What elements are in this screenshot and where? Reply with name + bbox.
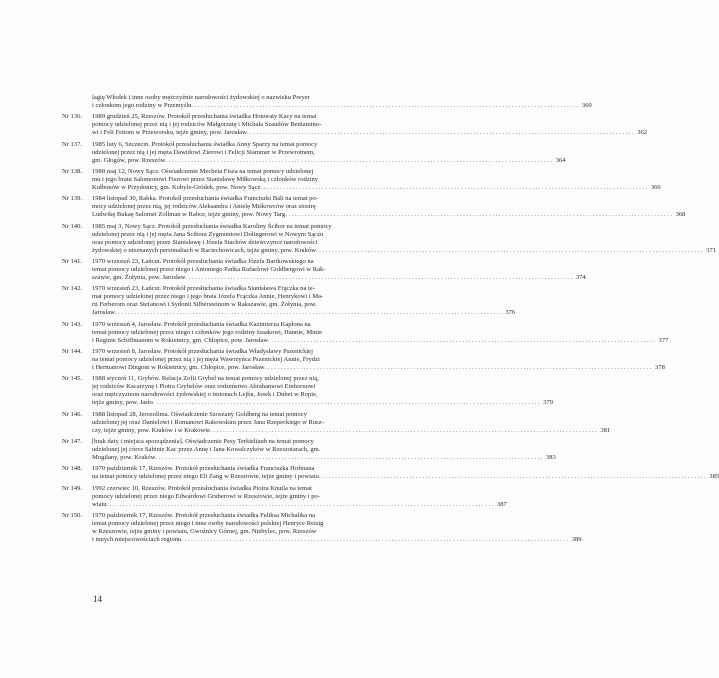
entry-number [62,94,92,110]
entry-line [92,536,582,544]
page-reference: 389 [571,536,582,544]
entry-line-text: jej rodziców Kacarzynę i Piotra Grybelów oraz rodzeństwo Abrahamowi Einhornowi [92,383,316,391]
entry-line [92,383,553,391]
entry-description [92,375,553,407]
entry-line [92,176,661,184]
entry-line-text: pomocy udzielonej przez nią i jej rodziców Małgorzatę i Michała Szaudów Beniamino- [92,121,322,129]
entry-line [92,419,610,427]
entry-line [92,528,582,536]
entry-line-text: mocy udzielonej przez nią, jej rodziców Aleksandra i Anielę Miśkowców oraz siostrę [92,203,316,211]
entry-line-text: na temat pomocy udzielonej przez nią i jej męża Wawrzyńca Pszenickiej Annie, Frydzi [92,356,320,364]
entry-line-text: udzielonej jej oraz Danielowi i Romanowi Rakowskim przez Jana Rzepeckiego w Rusz- [92,418,324,426]
leader-dots: ........................................................................................................................ [260,184,649,192]
leader-dots: ........................................................................................................................ [106,500,495,508]
entry-line-text: czy, tejże gminy, pow. Kraków i w Krakowie [92,426,210,434]
entry-line [92,239,716,247]
entry-number: Nr 139. [62,195,83,203]
entry-line-text: 1992 czerwiec 10, Rzeszów. Protokół przesłuchania świadka Piotra Knutla na temat [92,484,312,492]
entry-line [92,121,647,129]
entry-line [92,274,586,282]
entry-number: Nr 144. [62,348,83,355]
leader-dots: ........................................................................................................................ [191,102,580,110]
entry-description [92,285,515,317]
entry-description [92,113,647,137]
entry-description [92,485,507,509]
entry-line [92,520,582,528]
entry-description [92,94,592,110]
page-reference: 374 [575,274,586,282]
entry-line [92,94,592,102]
entry-line [92,141,566,149]
page-reference: 371 [706,246,717,254]
page-number: 14 [93,594,102,604]
leader-dots: ........................................................................................................................ [114,309,504,317]
leader-dots: ........................................................................................................................ [285,211,674,219]
entry-number: Nr 141. [62,257,83,265]
entry-line [92,337,668,345]
entry-number: Nr 143. [62,320,83,328]
entry-line-text: mu i jego bratu Salomonowi Fiszowi przez Stanisławę Miłkowską i członków rodziny [92,175,319,183]
page-reference: 362 [637,129,648,137]
page-reference: 377 [658,336,669,344]
entry-line [92,356,665,364]
entry-line [92,512,582,520]
entry-number: Nr 137. [62,140,83,148]
entry-line-text: 1970 wrzesień 8, Jarosław. Protokół przesłuchania świadka Władysławy Pszenickiej [92,348,313,355]
leader-dots: ........................................................................................................................ [268,336,657,344]
entry-line [92,223,716,231]
entry-line-text: Mogilany, pow. Kraków [92,454,156,462]
entry-line-text: w Rzeszowie, tejże gminy i powiatu, Gwoźnicy Górnej, gm. Niebylec, pow. Rzeszów [92,528,317,536]
toc-entry [92,94,592,110]
page-reference: 378 [655,364,665,372]
page-reference: 383 [545,454,556,462]
entry-description [92,168,661,192]
entry-line-text: szawie, gm. Żołynia, pow. Jarosław [92,274,186,282]
toc-entry [62,375,554,407]
leader-dots: ........................................................................................................................ [246,129,636,137]
entry-description [92,141,566,165]
entry-line [92,465,719,473]
entry-line-text: udzielonej jej córce Sabinie Kac przez Annę i Jana Kowalczyków w Rzeszotarach, gm. [92,446,321,454]
entry-number: Nr 150. [62,511,83,519]
entry-line-text: wiatu [92,500,107,508]
entry-line [92,102,592,110]
entry-line-text: lagię Włodek i inne osoby mężczyźnie narodowości żydowskiej o nazwisku Preyer [92,94,310,101]
page-reference: 368 [675,211,686,219]
toc-entry [62,195,686,219]
entry-line-text: oraz mężczyznom narodowości żydowskiej o imionach Lejba, Josek i Dubet w Ropie, [92,391,318,399]
entry-line [92,258,586,266]
entry-description [92,258,586,282]
entry-line [92,195,685,203]
entry-line-text: 1984 listopad 30, Rabka. Protokół przesłuchania świadka Franciszki Bali na temat po- [92,195,318,203]
entry-line [92,427,610,435]
toc-entry [62,113,648,137]
page-reference: 381 [600,426,611,434]
entry-line-text: pomocy udzielonej przez niego Edwardowi Gruberowi w Rzeszowie, tejże gminy i po- [92,492,320,500]
entry-line-text: 1988 maj 12, Nowy Sącz. Oświadczenie Mecheia Fisza na temat pomocy udzielonej [92,167,314,175]
entry-line [92,149,566,157]
entry-number: Nr 136. [62,113,83,121]
entry-line [92,203,685,211]
leader-dots: ........................................................................................................................ [165,156,554,164]
entry-line-text: rii Ferberom oraz Stefanowi i Sydonii Silbersteinom w Rakszawie, gm. Żołynia, pow. [92,301,317,309]
entry-line [92,184,661,192]
entry-line-text: 1970 wrzesień 23, Łańcut. Protokół przesłuchania świadka Stanisława Frączka na te- [92,285,315,293]
entry-description [92,411,610,435]
entry-line [92,446,556,454]
page-reference: 366 [650,184,661,192]
entry-description [92,321,668,345]
entry-line-text: udzielonej przez nią i jej męża Jana Ścibora Zygmuntowi Dolingerowi w Nowym Sączu [92,230,324,238]
entry-line-text: 1985 luty 6, Szczecin. Protokół przesłuchania świadka Anny Sparzy na temat pomocy [92,140,318,148]
leader-dots: ........................................................................................................................ [318,473,708,481]
entry-number: Nr 147. [62,438,83,446]
toc-entry [62,348,665,372]
entry-line-text: żydowskiej o nieznanych personaliach w Raciechowicach, tejże gminy, pow. Kraków [92,246,316,254]
leader-dots: ........................................................................................................................ [155,454,544,462]
leader-dots: ........................................................................................................................ [210,426,599,434]
leader-dots: ........................................................................................................................ [185,274,574,282]
entry-description [92,465,719,481]
entry-line-text: i Reginie Schiffmanom w Rokietnicy, gm. Chłopice, pow. Jarosław [92,336,269,344]
entry-line [92,364,665,372]
entry-line [92,301,515,309]
entry-number: Nr 148. [62,465,83,473]
toc-entry [62,438,556,462]
entry-line [92,113,647,121]
entry-line-text: Kołbonów w Przydonicy, gm. Kobyle-Gródek, pow. Nowy Sącz [92,184,261,192]
entry-line [92,129,647,137]
entry-line [92,454,556,462]
entry-line [92,473,719,481]
toc-entry [62,285,516,317]
table-of-contents [62,94,719,547]
entry-line [92,348,665,356]
entry-line-text: Jarosław [92,309,115,317]
page-reference: 364 [555,156,566,164]
entry-line [92,493,507,501]
entry-number: Nr 149. [62,484,83,492]
leader-dots: ........................................................................................................................ [181,536,570,544]
entry-line [92,285,515,293]
entry-number: Nr 140. [62,222,83,230]
toc-entry [62,465,719,481]
entry-line-text: udzielonej przez nią i jej męża Dawidowi Zierowi i Felicji Stammer w Przewrotnem, [92,148,315,156]
entry-line-text: temat pomocy udzielonej przez niego i Antoniego Pańka Rafaelowi Goldbergowi w Rak- [92,266,326,274]
entry-line [92,231,716,239]
toc-entry [62,140,566,165]
entry-line-text: wi i Feli Feitom w Przeworsku, tejże gminy, pow. Jarosław [92,129,247,137]
entry-line-text: Ludwikę Bukaę Salomei Zollman w Rabce, tejże gminy, pow. Nowy Targ [92,211,286,219]
entry-line [92,211,685,219]
entry-line-text: i innych miejscowościach regionu [92,536,182,544]
entry-line-text: 1970 wrzesień 4, Jarosław. Protokół przesłuchania świadka Kazimierza Kapłona na [92,320,311,328]
entry-number: Nr 138. [62,167,83,175]
toc-entry [62,257,586,282]
entry-line-text: oraz pomocy udzielonej przez Stanisławę i Józefa Stachów dziewczynce narodowości [92,238,318,246]
toc-entry [62,320,669,345]
entry-line-text: 1989 grudzień 25, Rzeszów. Protokół przesłuchania świadka Honoraty Kacy na temat [92,113,317,121]
entry-line-text: temat pomocy udzielonej przez niego i inne osoby narodowości polskiej Henryce Reisig [92,520,324,528]
page-reference: 360 [581,102,592,110]
entry-line-text: 1985 maj 3, Nowy Sącz. Protokół przesłuchania świadka Karoliny Ścibor na temat pomocy [92,222,332,230]
entry-number: Nr 142. [62,285,83,293]
entry-line [92,411,610,419]
entry-line [92,157,566,165]
entry-number: Nr 146. [62,410,83,418]
entry-line [92,375,553,383]
entry-line-text: 1970 październik 17, Rzeszów. Protokół przesłuchania świadka Feliksa Michalika na [92,511,316,519]
entry-line-text: i Hermanowi Dingom w Rokietnicy, gm. Chłopice, pow. Jarosław [92,364,265,372]
toc-entry [62,222,717,255]
entry-line-text: 1988 listopad 28, Jerozolima. Oświadczenie Szoszany Goldberg na temat pomocy [92,410,307,418]
leader-dots: ........................................................................................................................ [264,364,654,372]
entry-line [92,485,507,493]
toc-entry [62,167,661,192]
entry-description [92,195,685,219]
entry-line [92,247,716,255]
leader-dots: ........................................................................................................................ [152,399,542,407]
leader-dots: ........................................................................................................................ [315,246,705,254]
entry-line [92,293,515,301]
entry-line-text: 1988 styczeń 11, Grybów. Relacja Zofii Grybel na temat pomocy udzielonej przez nią, [92,375,319,383]
entry-line-text: 1970 październik 17, Rzeszów. Protokół przesłuchania świadka Franciszka Hofmana [92,465,315,473]
entry-line [92,438,556,446]
page-reference: 379 [543,399,554,407]
entry-line-text: [brak daty i miejsca sporządzenia]. Oświadczenie Pesy Terkieltaub na temat pomocy [92,438,314,446]
entry-line-text: 1970 wrzesień 23, Łańcut. Protokół przesłuchania świadka Józefa Bartkowskiego na [92,257,314,265]
entry-description [92,223,716,255]
entry-line-text: mat pomocy udzielonej przez niego i jego brata Józefa Frączka Annie, Henrykowi i Ma- [92,293,324,301]
entry-line [92,399,553,407]
entry-line-text: temat pomocy udzielonej przez niego i członków jego rodziny Izaakowi, Hannie, Minie [92,328,322,336]
entry-description [92,348,665,372]
page-reference: 387 [496,500,507,508]
page-reference: 385 [709,473,719,481]
toc-entry [62,484,507,509]
entry-line-text: gm. Głogów, pow. Rzeszów [92,156,166,164]
entry-description [92,438,556,462]
entry-description [92,512,582,544]
entry-line [92,501,507,509]
page-reference: 376 [505,309,516,317]
entry-line [92,391,553,399]
entry-line [92,309,515,317]
entry-line-text: tejże gminy, pow. Jasło [92,399,153,407]
entry-line [92,266,586,274]
toc-entry [62,511,582,544]
entry-line-text: i członkom jego rodziny w Przemyślu [92,102,192,110]
toc-entry [62,410,611,435]
entry-number: Nr 145. [62,375,83,383]
entry-line-text: na temat pomocy udzielonej przez niego Eli Zang w Rzeszowie, tejże gminy i powiatu [92,473,319,481]
entry-line [92,329,668,337]
entry-line [92,321,668,329]
entry-line [92,168,661,176]
